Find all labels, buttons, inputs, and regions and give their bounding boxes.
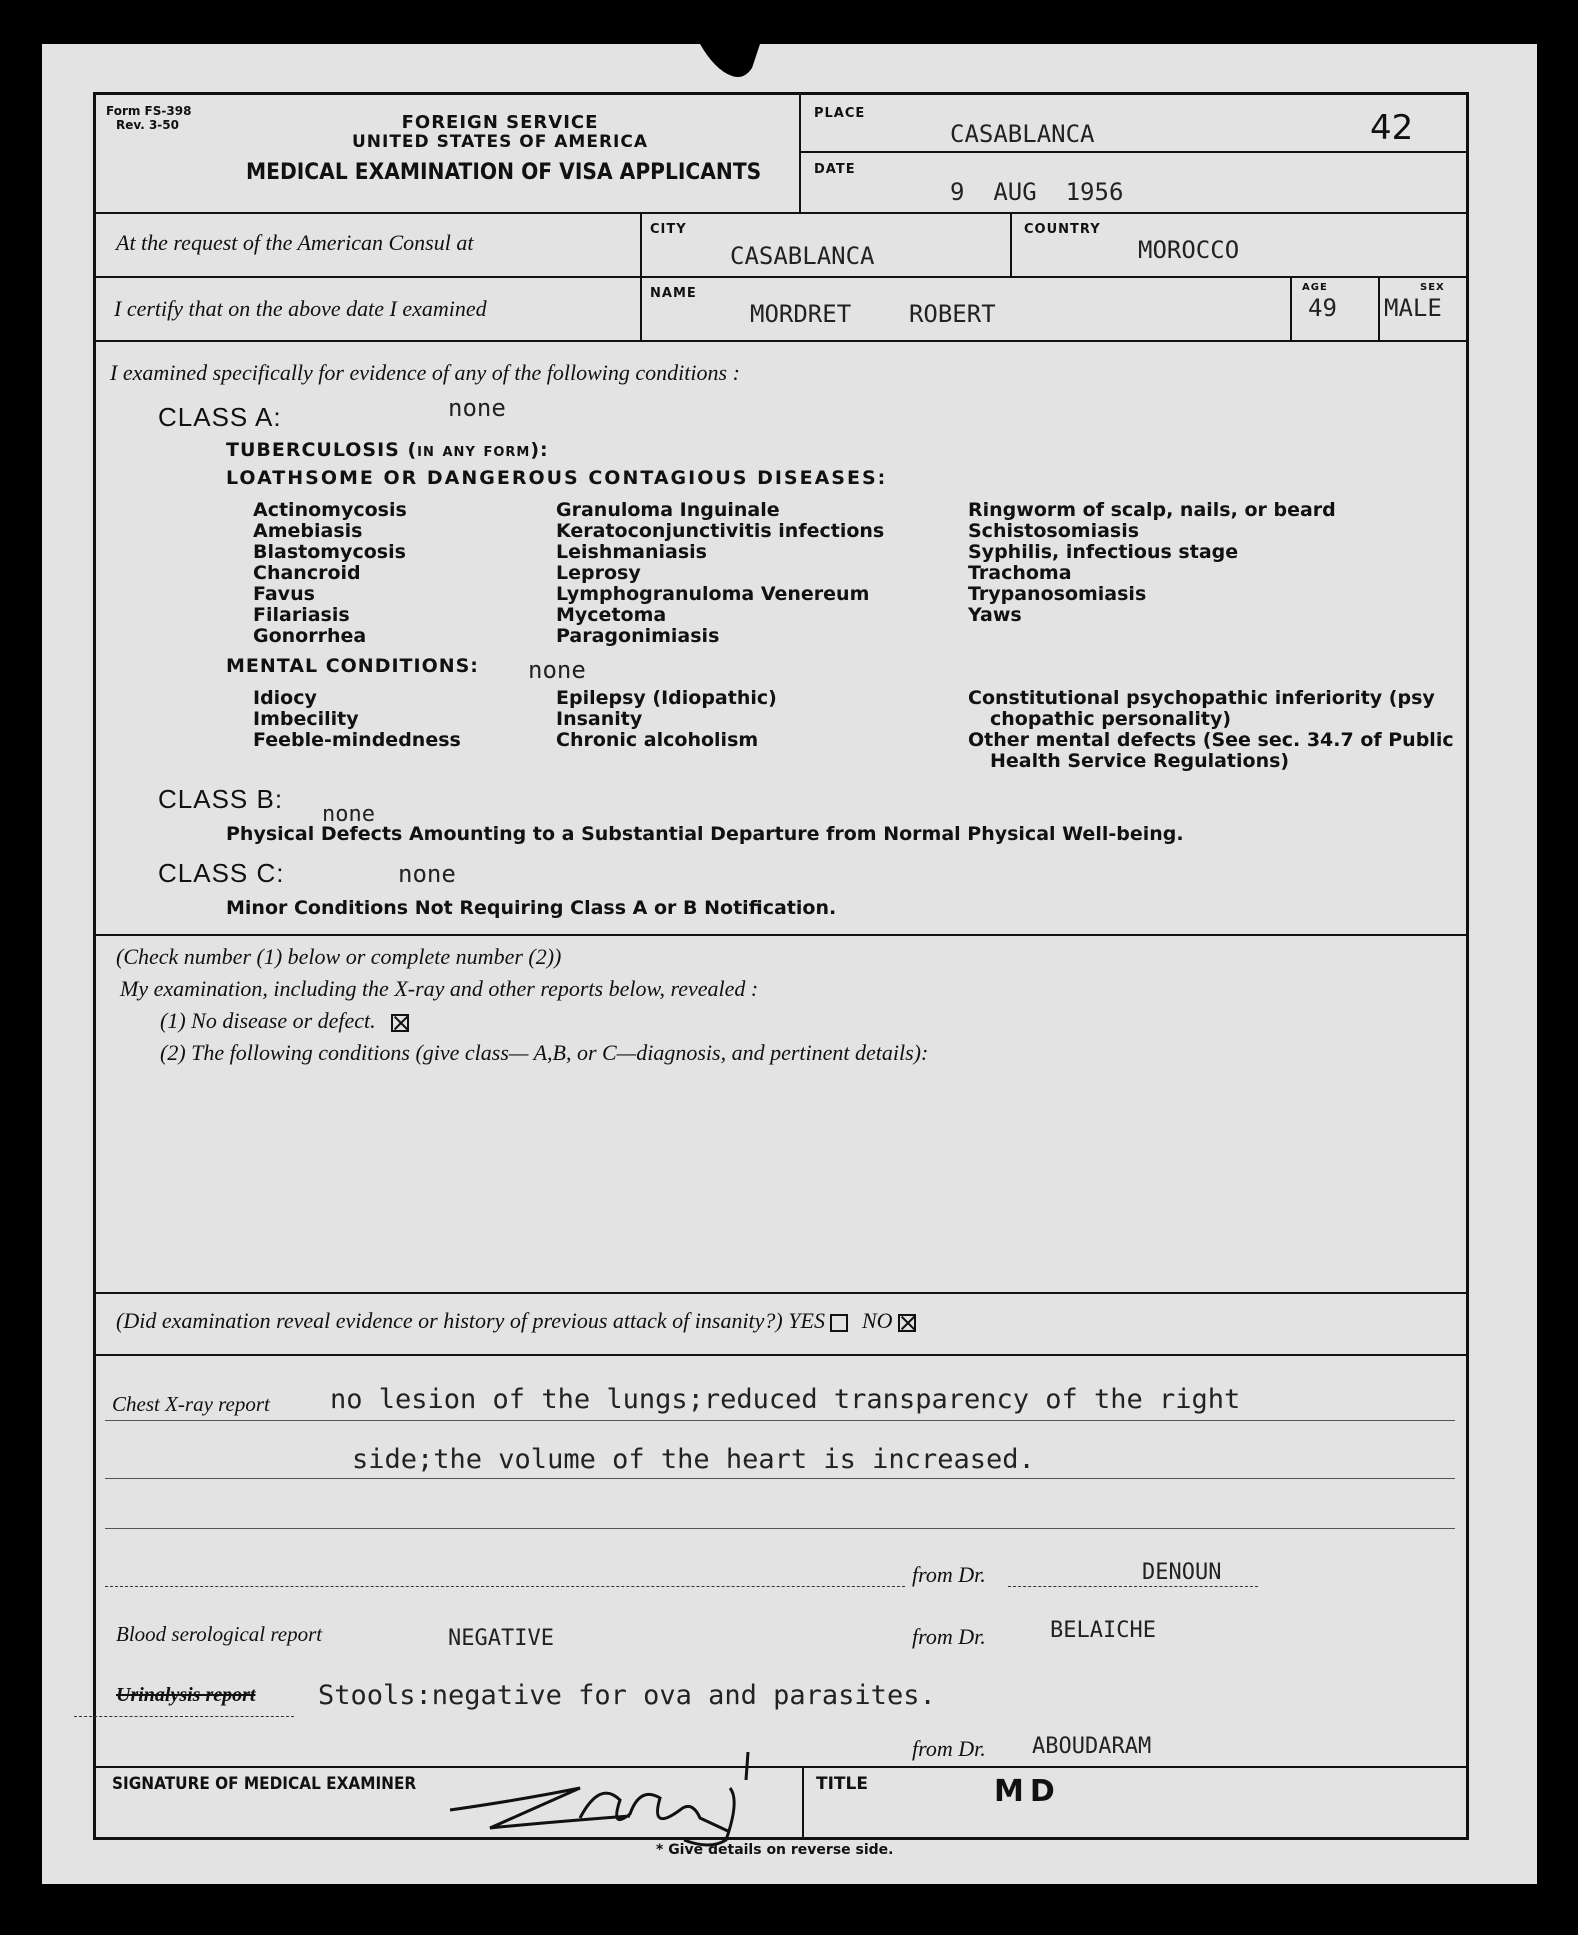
title-value: MD (994, 1774, 1061, 1809)
consul-request-text: At the request of the American Consul at (116, 230, 474, 255)
class-a-value: none (448, 394, 506, 422)
loathsome-heading: LOATHSOME OR DANGEROUS CONTAGIOUS DISEASES: (226, 467, 888, 489)
city-label: CITY (650, 222, 687, 237)
torn-edge (640, 30, 760, 90)
disease-item: Schistosomiasis (968, 520, 1140, 542)
age-label: AGE (1302, 282, 1328, 293)
disease-item: Leprosy (556, 562, 641, 584)
diseases-column-2 (556, 500, 884, 647)
disease-item: Yaws (968, 604, 1022, 626)
xray-label: Chest X-ray report (112, 1392, 270, 1416)
form-id: Form FS-398 (106, 104, 192, 118)
insanity-question: (Did examination reveal evidence or history of previous attack of insanity?) (116, 1308, 783, 1333)
blood-doctor: BELAICHE (1050, 1618, 1156, 1643)
disease-item: Favus (253, 583, 315, 605)
blood-from-label: from Dr. (912, 1624, 986, 1649)
urinalysis-label: Urinalysis report (116, 1684, 256, 1706)
place-value: CASABLANCA (950, 120, 1095, 148)
mental-condition-item: chopathic personality) (990, 708, 1232, 730)
date-label: DATE (814, 162, 856, 177)
class-c-label: CLASS C: (158, 858, 285, 888)
header-line2: UNITED STATES OF AMERICA (351, 132, 649, 152)
disease-item: Blastomycosis (253, 541, 406, 563)
disease-item: Granuloma Inguinale (556, 499, 780, 521)
disease-item: Chancroid (253, 562, 361, 584)
class-c-value: none (398, 860, 456, 888)
conditions-intro: I examined specifically for evidence of any of the following conditions : (110, 360, 740, 385)
blood-value: NEGATIVE (448, 1626, 554, 1651)
yes-checkbox[interactable] (830, 1314, 848, 1332)
country-value: MOROCCO (1138, 236, 1240, 264)
header-divider (799, 94, 801, 214)
diseases-column-1 (253, 500, 407, 647)
option-no-disease: (1) No disease or defect. (160, 1008, 409, 1034)
disease-item: Filariasis (253, 604, 350, 626)
sex-label: SEX (1420, 282, 1445, 293)
disease-item: Syphilis, infectious stage (968, 541, 1239, 563)
mental-condition-item: Health Service Regulations) (990, 750, 1290, 772)
xray-line-2: side;the volume of the heart is increased. (352, 1444, 1035, 1475)
place-label: PLACE (814, 106, 866, 121)
age-value: 49 (1308, 294, 1337, 322)
disease-item: Trachoma (968, 562, 1072, 584)
mental-heading: MENTAL CONDITIONS: (226, 655, 479, 677)
name-label: NAME (650, 286, 697, 301)
urinalysis-doctor: ABOUDARAM (1032, 1734, 1152, 1759)
mental-condition-item: Idiocy (253, 687, 317, 709)
mental-condition-item: Feeble-mindedness (253, 729, 461, 751)
disease-item: Gonorrhea (253, 625, 367, 647)
country-label: COUNTRY (1024, 222, 1101, 237)
tuberculosis-heading: TUBERCULOSIS (in any form): (226, 439, 549, 461)
disease-item: Paragonimiasis (556, 625, 720, 647)
no-label: NO (861, 1308, 893, 1333)
findings-revealed: My examination, including the X-ray and other reports below, revealed : (120, 976, 759, 1001)
mental-column-3 (968, 688, 1454, 772)
page-number: 42 (1370, 108, 1414, 148)
option-conditions: (2) The following conditions (give class— A,B, or C—diagnosis, and pertinent details): (160, 1040, 929, 1065)
applicant-name: MORDRET ROBERT (750, 300, 996, 328)
disease-item: Keratoconjunctivitis infections (556, 520, 885, 542)
insanity-question-row (116, 1308, 916, 1334)
header-line1: FOREIGN SERVICE (401, 112, 599, 133)
form-revision: Rev. 3-50 (116, 118, 179, 132)
signature-label: SIGNATURE OF MEDICAL EXAMINER (112, 1774, 417, 1794)
disease-item: Actinomycosis (253, 499, 407, 521)
urinalysis-from-label: from Dr. (912, 1736, 986, 1761)
class-b-description: Physical Defects Amounting to a Substantial Departure from Normal Physical Well-being. (226, 823, 1184, 845)
class-b-value: none (322, 802, 375, 827)
mental-condition-item: Insanity (556, 708, 643, 730)
mental-column-2 (556, 688, 777, 751)
city-value: CASABLANCA (730, 242, 875, 270)
findings-instruction: (Check number (1) below or complete number (2)) (116, 944, 562, 969)
no-checkbox[interactable] (898, 1314, 916, 1332)
urinalysis-value: Stools:negative for ova and parasites. (318, 1680, 936, 1711)
mental-condition-item: Other mental defects (See sec. 34.7 of Public (968, 729, 1454, 751)
mental-column-1 (253, 688, 461, 751)
disease-item: Amebiasis (253, 520, 363, 542)
disease-item: Trypanosomiasis (968, 583, 1147, 605)
yes-label: YES (788, 1308, 825, 1333)
mental-condition-item: Imbecility (253, 708, 359, 730)
no-disease-checkbox[interactable] (391, 1014, 409, 1032)
date-value: 9 AUG 1956 (950, 178, 1124, 206)
sex-value: MALE (1384, 294, 1442, 322)
class-b-label: CLASS B: (158, 784, 284, 814)
footer-note: * Give details on reverse side. (656, 1842, 894, 1858)
title-label: TITLE (816, 1774, 868, 1794)
xray-from-label: from Dr. (912, 1562, 986, 1587)
diseases-column-3 (968, 500, 1336, 626)
disease-item: Mycetoma (556, 604, 667, 626)
mental-condition-item: Epilepsy (Idiopathic) (556, 687, 777, 709)
certify-text: I certify that on the above date I examined (114, 296, 487, 321)
mental-value: none (528, 656, 586, 684)
mental-condition-item: Chronic alcoholism (556, 729, 759, 751)
class-a-label: CLASS A: (158, 402, 282, 432)
disease-item: Ringworm of scalp, nails, or beard (968, 499, 1336, 521)
xray-doctor: DENOUN (1142, 1560, 1222, 1585)
mental-condition-item: Constitutional psychopathic inferiority (psy (968, 687, 1435, 709)
form-title: MEDICAL EXAMINATION OF VISA APPLICANTS (246, 160, 762, 185)
xray-line-1: no lesion of the lungs;reduced transparency of the right (330, 1384, 1241, 1415)
disease-item: Lymphogranuloma Venereum (556, 583, 870, 605)
class-c-description: Minor Conditions Not Requiring Class A or B Notification. (226, 897, 837, 919)
blood-label: Blood serological report (116, 1622, 323, 1646)
disease-item: Leishmaniasis (556, 541, 707, 563)
